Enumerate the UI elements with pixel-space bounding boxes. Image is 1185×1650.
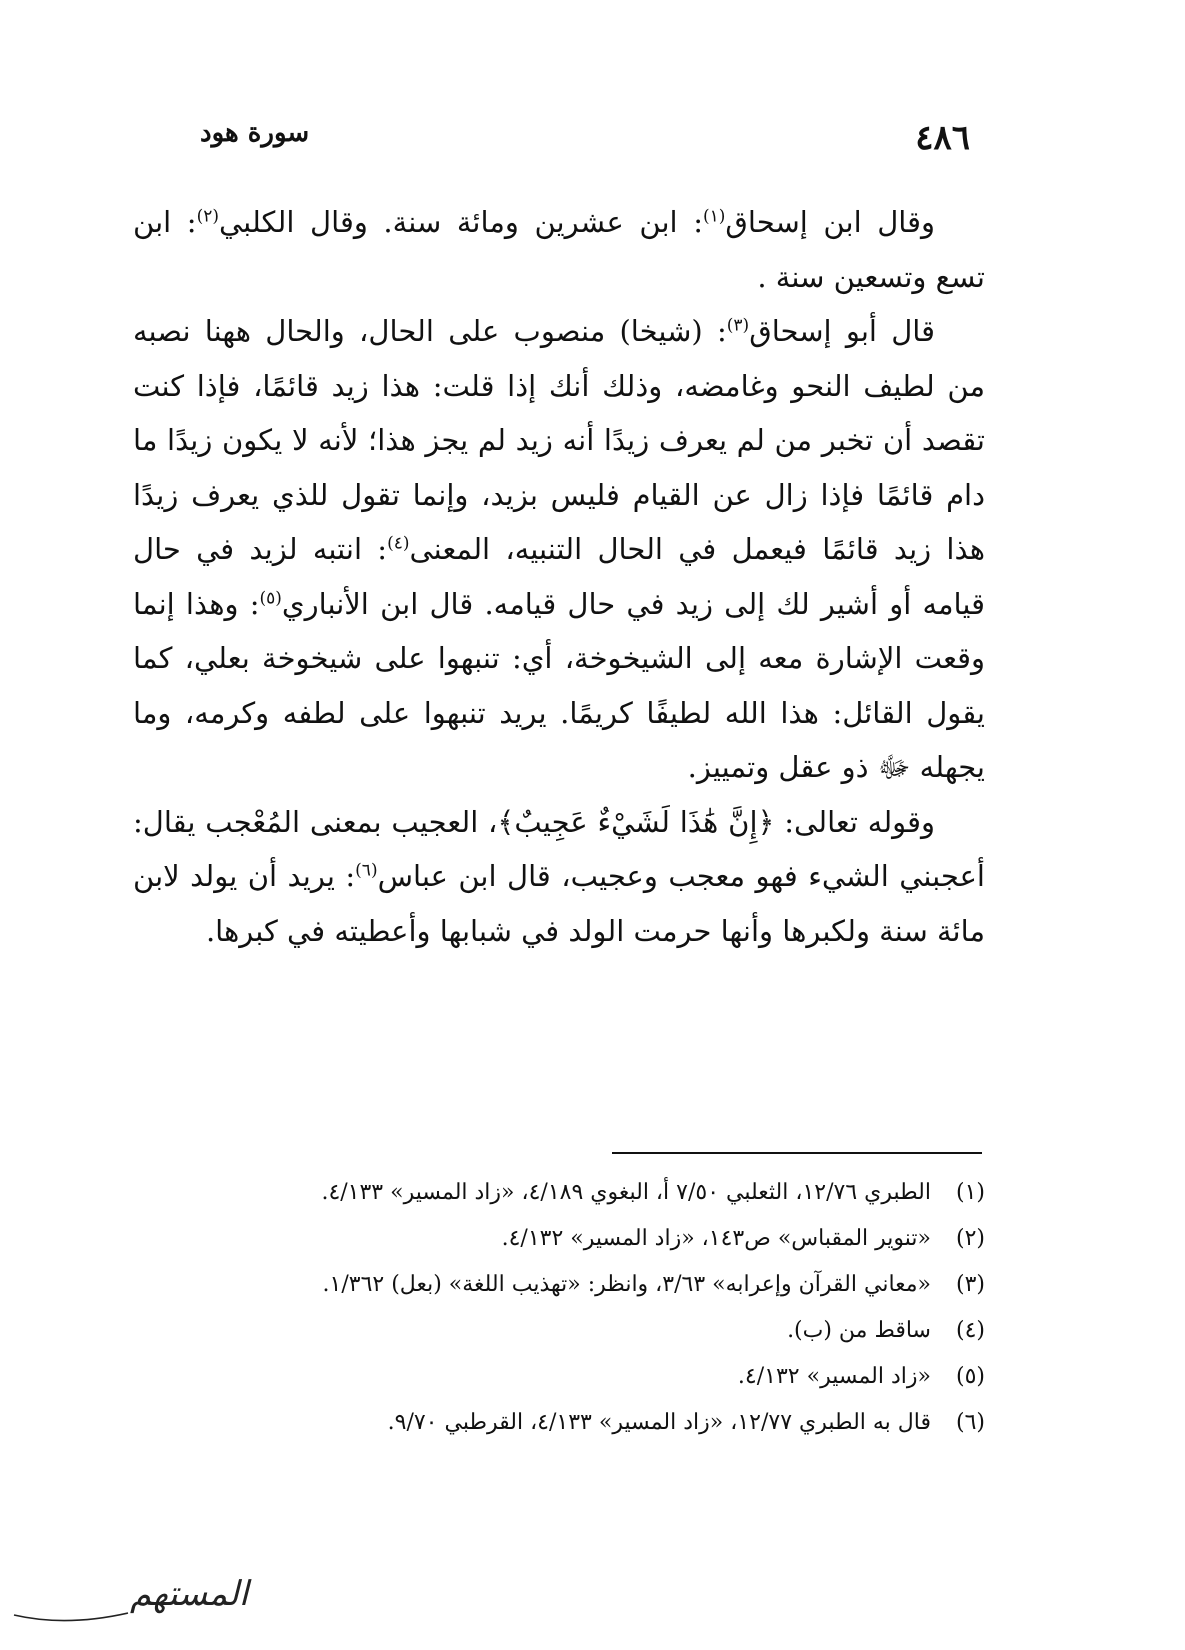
footnote-divider (612, 1152, 982, 1154)
text-run: : ابن عشرين ومائة سنة. وقال الكلبي (219, 205, 703, 239)
footnote-item (133, 1216, 985, 1262)
footnote-number: (٣) (955, 1272, 985, 1297)
footnote-number: (٢) (955, 1226, 985, 1251)
footnote-number: (١) (955, 1180, 985, 1205)
footnote-ref-3: (٣) (726, 315, 750, 336)
text-run: : وهذا إنما وقعت الإشارة معه إلى الشيخوخة، أي: تنبهوا على شيخوخة بعلي، كما يقول القائل: هذا الله لطيفًا كريمًا. يريد تنبهوا على لطفه وكرمه، وما يجهله ﷻ ذو عقل وتمييز. (133, 586, 985, 784)
footnote-number: (٤) (955, 1318, 985, 1343)
footnote-text: ساقط من (ب). (787, 1318, 931, 1343)
footnote-item (133, 1262, 985, 1308)
text-run: وقال ابن إسحاق (725, 205, 936, 239)
paragraph-2 (133, 304, 985, 795)
footnote-text: «تنوير المقباس» ص١٤٣، «زاد المسير» ٤/١٣٢. (501, 1226, 931, 1251)
footnote-text: الطبري ١٢/٧٦، الثعلبي ٧/٥٠ أ، البغوي ٤/١٨٩، «زاد المسير» ٤/١٣٣. (321, 1180, 931, 1205)
paragraph-3 (133, 795, 985, 959)
logo-flourish (14, 1613, 128, 1621)
footnote-text: «زاد المسير» ٤/١٣٢. (737, 1364, 931, 1389)
footnote-ref-4: (٤) (387, 533, 410, 554)
main-text (133, 195, 985, 958)
footnotes (133, 1170, 985, 1446)
footnote-item (133, 1308, 985, 1354)
footnote-ref-5: (٥) (259, 587, 282, 608)
footnote-ref-2: (٢) (196, 206, 220, 227)
footnote-ref-6: (٦) (355, 860, 378, 881)
footnote-ref-1: (١) (702, 206, 726, 227)
text-run: : يريد أن يولد لابن مائة سنة ولكبرها وأنها حرمت الولد في شبابها وأعطيته في كبرها. (133, 859, 985, 948)
page-header (200, 118, 970, 168)
footnote-text: قال به الطبري ١٢/٧٧، «زاد المسير» ٤/١٣٣، القرطبي ٩/٧٠. (387, 1410, 931, 1435)
text-run: وقوله تعالى: ﴿إِنَّ هَٰذَا لَشَيْءٌ عَجِيبٌ﴾، العجيب بمعنى المُعْجب يقال: أعجبني الشيء فهو معجب وعجيب، قال ابن عباس (133, 804, 985, 893)
footnote-item (133, 1354, 985, 1400)
footnote-number: (٦) (955, 1410, 985, 1435)
footnote-number: (٥) (955, 1364, 985, 1389)
paragraph-1 (133, 195, 985, 304)
text-run: : (شيخا) منصوب على الحال، والحال ههنا نصبه من لطيف النحو وغامضه، وذلك أنك إذا قلت: هذا زيد قائمًا، فإذا كنت تقصد أن تخبر من لم يعرف زيدًا أنه زيد لم يجز هذا؛ لأنه لا يكون زيدًا ما دام قائمًا فإذا زال عن القيام فليس بزيد، وإنما تقول للذي يعرف زيدًا هذا زيد قائمًا فيعمل في الحال التنبيه، المعنى (133, 314, 986, 566)
footnote-text: «معاني القرآن وإعرابه» ٣/٦٣، وانظر: «تهذيب اللغة» (بعل) ١/٣٦٢. (322, 1272, 931, 1297)
text-run: : انتبه لزيد في حال قيامه أو أشير لك إلى زيد في حال قيامه. قال ابن الأنباري (133, 532, 985, 621)
page-number: ٤٨٦ (915, 118, 970, 158)
publisher-logo (6, 1555, 249, 1635)
text-run: قال أبو إسحاق (749, 314, 935, 348)
surah-title: سورة هود (200, 118, 310, 148)
text-run: : ابن تسع وتسعين سنة . (133, 205, 985, 294)
footnote-item (133, 1170, 985, 1216)
footnote-item (133, 1400, 985, 1446)
logo-text: المستهم (130, 1574, 249, 1614)
